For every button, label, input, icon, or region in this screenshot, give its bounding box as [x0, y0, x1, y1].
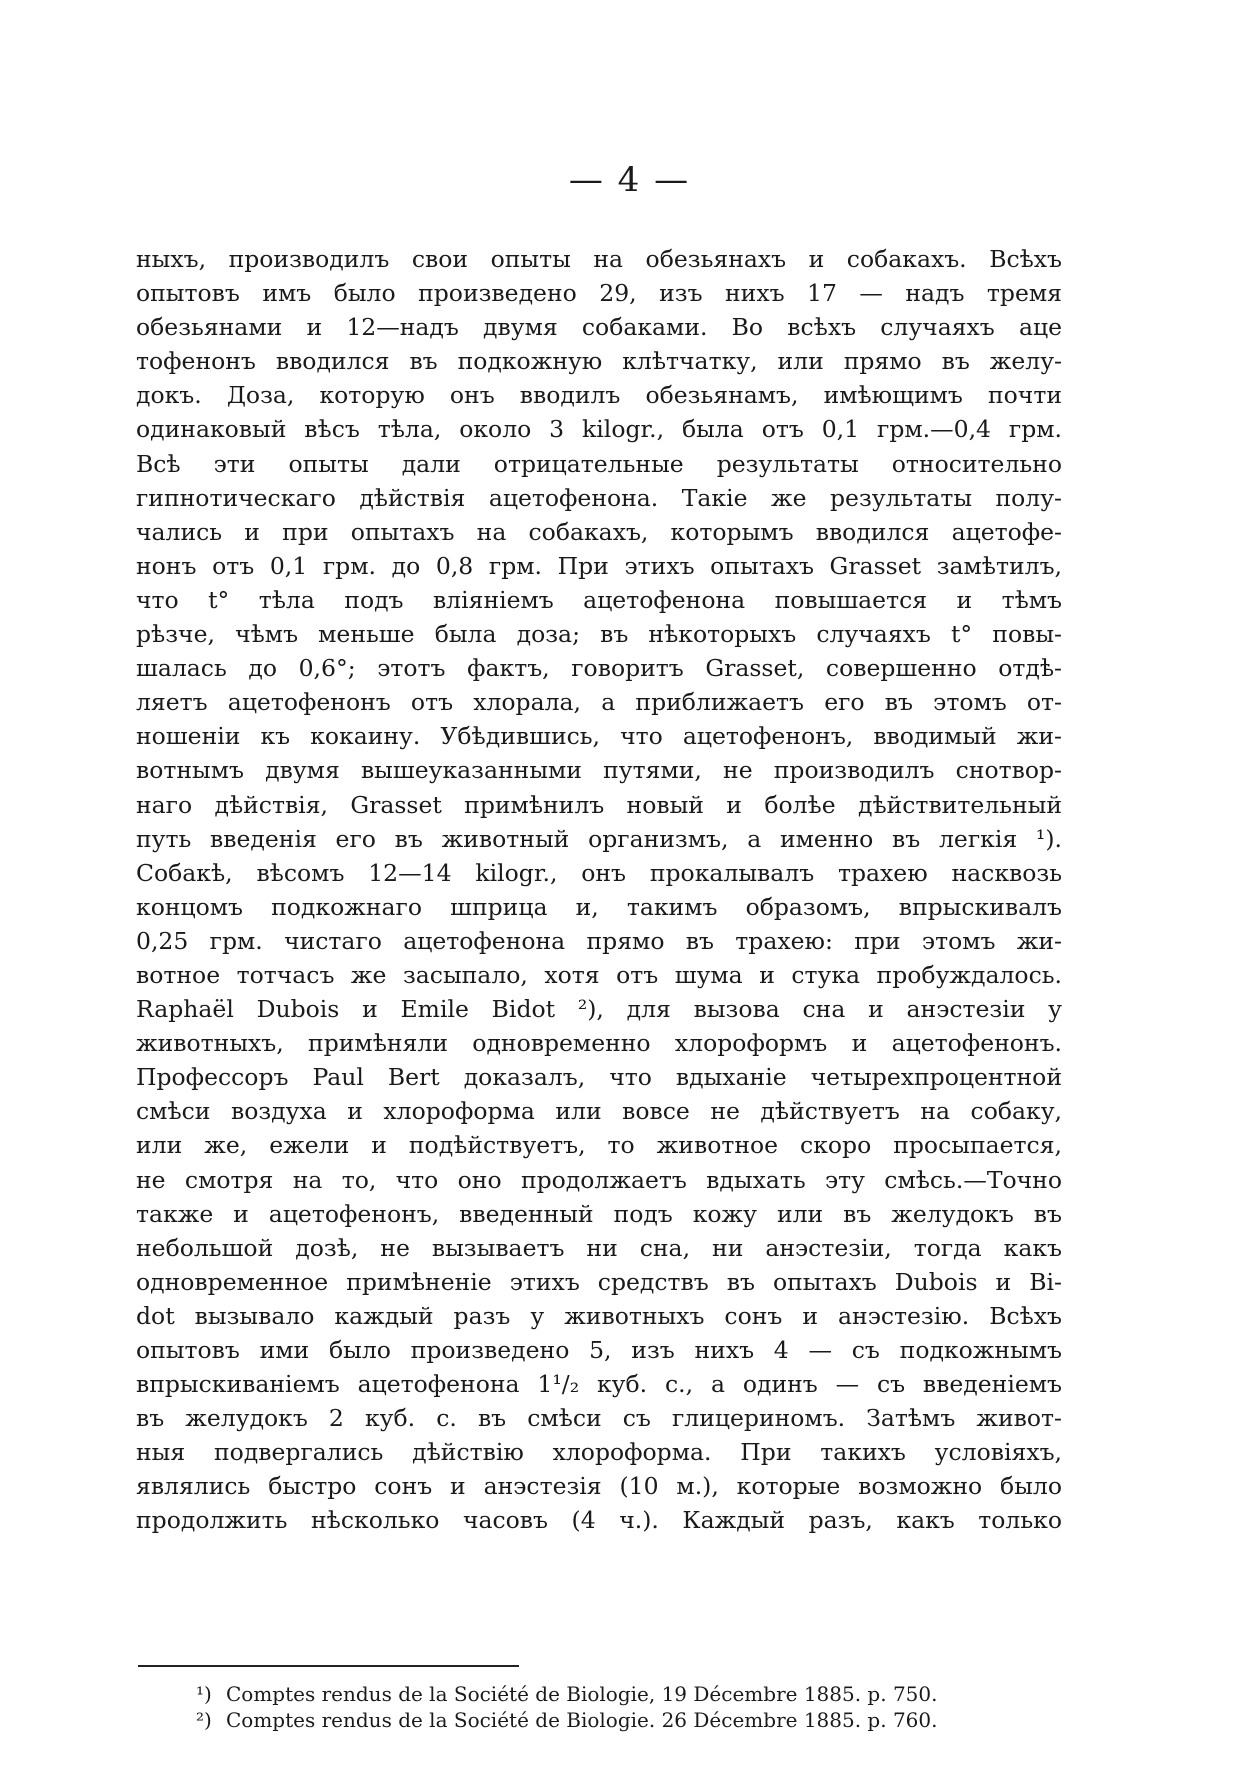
text-line: dot вызывало каждый разъ у животныхъ сонъ и анэстезію. Всѣхъ — [136, 1301, 1062, 1330]
text-line: ляетъ ацетофенонъ отъ хлорала, а приближаетъ его въ этомъ от- — [136, 688, 1062, 717]
footnote-marker: ¹) — [196, 1682, 212, 1706]
footnote — [196, 1707, 1016, 1733]
text-line: что t° тѣла подъ вліяніемъ ацетофенона повышается и тѣмъ — [136, 585, 1062, 614]
footnote — [196, 1681, 1016, 1707]
text-line: вотное тотчасъ же засыпало, хотя отъ шума и стука пробуждалось. — [136, 960, 1062, 989]
text-line: концомъ подкожнаго шприца и, такимъ образомъ, впрыскивалъ — [136, 892, 1062, 921]
text-line: Профессоръ Paul Bert доказалъ, что вдыханіе четырехпроцентной — [136, 1063, 1062, 1092]
text-line: гипнотическаго дѣйствія ацетофенона. Такіе же результаты полу- — [136, 483, 1062, 512]
text-line: животныхъ, примѣняли одновременно хлороформъ и ацетофенонъ. — [136, 1029, 1062, 1058]
text-line: являлись быстро сонъ и анэстезія (10 м.), которые возможно было — [136, 1472, 1062, 1501]
text-line: продолжить нѣсколько часовъ (4 ч.). Каждый разъ, какъ только — [136, 1506, 1062, 1535]
text-line: или же, ежели и подѣйствуетъ, то животное скоро просыпается, — [136, 1131, 1062, 1160]
text-line: ныхъ, производилъ свои опыты на обезьянахъ и собакахъ. Всѣхъ — [136, 245, 1062, 273]
text-line: вотнымъ двумя вышеуказанными путями, не производилъ снотвор- — [136, 756, 1062, 785]
text-line: нонъ отъ 0,1 грм. до 0,8 грм. При этихъ опытахъ Grasset замѣтилъ, — [136, 551, 1062, 580]
text-line: одинаковый вѣсъ тѣла, около 3 kilogr., была отъ 0,1 грм.—0,4 грм. — [136, 415, 1062, 444]
text-line: впрыскиваніемъ ацетофенона 1¹/₂ куб. с., а одинъ — съ введеніемъ — [136, 1370, 1062, 1399]
text-line: ношеніи къ кокаину. Убѣдившись, что ацетофенонъ, вводимый жи- — [136, 722, 1062, 751]
body-text — [136, 242, 1062, 1538]
text-line: шалась до 0,6°; этотъ фактъ, говоритъ Grasset, совершенно отдѣ- — [136, 654, 1062, 683]
text-line: тофенонъ вводился въ подкожную клѣтчатку, или прямо въ желу- — [136, 347, 1062, 376]
text-line: также и ацетофенонъ, введенный подъ кожу или въ желудокъ въ — [136, 1199, 1062, 1228]
text-line: Raphaël Dubois и Emile Bidot ²), для вызова сна и анэстезіи у — [136, 995, 1062, 1024]
footnote-text: Comptes rendus de la Société de Biologie. 26 Décembre 1885. p. 760. — [226, 1708, 938, 1732]
text-line: смѣси воздуха и хлороформа или вовсе не дѣйствуетъ на собаку, — [136, 1097, 1062, 1126]
footnote-divider — [138, 1665, 519, 1667]
footnote-marker: ²) — [196, 1708, 212, 1732]
footnotes — [196, 1681, 1016, 1733]
text-line: рѣзче, чѣмъ меньше была доза; въ нѣкоторыхъ случаяхъ t° повы- — [136, 620, 1062, 649]
text-line: одновременное примѣненіе этихъ средствъ въ опытахъ Dubois и Bi- — [136, 1267, 1062, 1296]
text-line: Всѣ эти опыты дали отрицательные результаты относительно — [136, 449, 1062, 478]
text-line: въ желудокъ 2 куб. с. въ смѣси съ глицериномъ. Затѣмъ живот- — [136, 1404, 1062, 1433]
text-line: ныя подвергались дѣйствію хлороформа. При такихъ условіяхъ, — [136, 1438, 1062, 1467]
text-line: опытовъ имъ было произведено 29, изъ нихъ 17 — надъ тремя — [136, 279, 1062, 308]
footnote-text: Comptes rendus de la Société de Biologie, 19 Décembre 1885. p. 750. — [226, 1682, 938, 1706]
text-line: Собакѣ, вѣсомъ 12—14 kilogr., онъ прокалывалъ трахею насквозь — [136, 858, 1062, 887]
text-line: чались и при опытахъ на собакахъ, которымъ вводился ацетофе- — [136, 517, 1062, 546]
text-line: путь введенія его въ животный организмъ, а именно въ легкія ¹). — [136, 824, 1062, 853]
text-line: не смотря на то, что оно продолжаетъ вдыхать эту смѣсь.—Точно — [136, 1165, 1062, 1194]
text-line: докъ. Доза, которую онъ вводилъ обезьянамъ, имѣющимъ почти — [136, 381, 1062, 410]
text-line: наго дѣйствія, Grasset примѣнилъ новый и болѣе дѣйствительный — [136, 790, 1062, 819]
text-line: опытовъ ими было произведено 5, изъ нихъ 4 — съ подкожнымъ — [136, 1336, 1062, 1364]
text-line: небольшой дозѣ, не вызываетъ ни сна, ни анэстезіи, тогда какъ — [136, 1233, 1062, 1262]
text-line: 0,25 грм. чистаго ацетофенона прямо въ трахею: при этомъ жи- — [136, 926, 1062, 955]
page-number: — 4 — — [568, 160, 691, 200]
text-line: обезьянами и 12—надъ двумя собаками. Во всѣхъ случаяхъ аце — [136, 313, 1062, 342]
